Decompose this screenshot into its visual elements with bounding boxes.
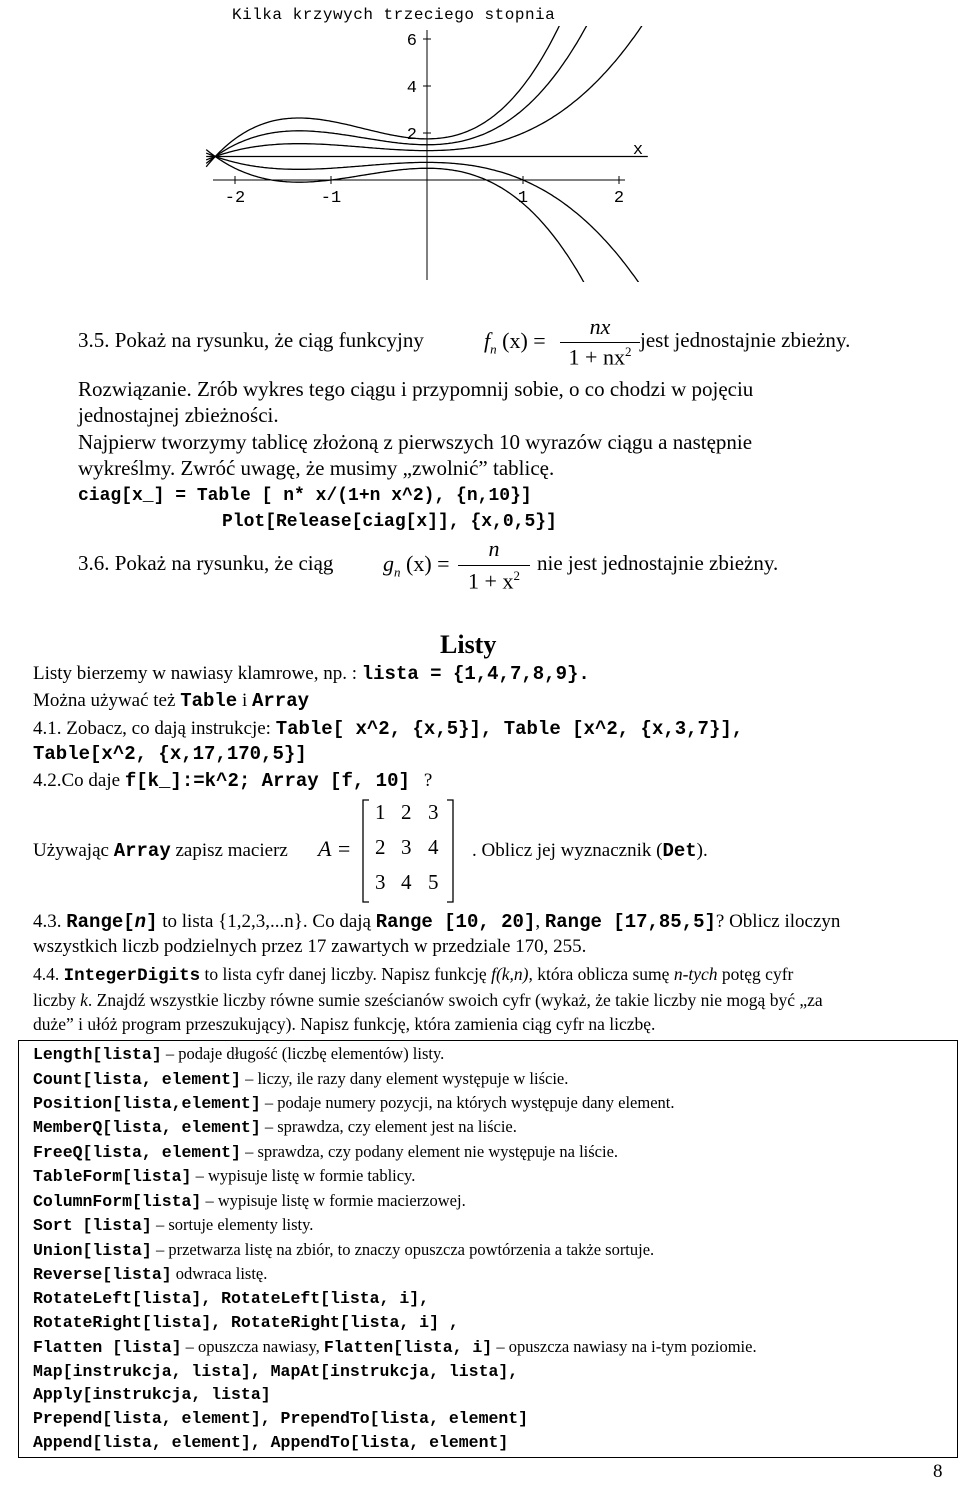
function-name: ColumnForm[lista] <box>33 1192 202 1211</box>
matrix-cell: 1 <box>375 800 386 824</box>
x-tick-label: 1 <box>517 189 529 208</box>
list-functions-box <box>18 1040 958 1458</box>
list-function-entry <box>33 1407 528 1430</box>
ex43-line-1: 4.3. Range[n] to lista {1,2,3,...n}. Co dają Range [10, 20], Range [17,85,5]? Oblicz iloczyn <box>33 911 841 933</box>
list-function-entry <box>33 1383 271 1406</box>
ex36-formula: $g_n$ (x) = <box>383 551 450 580</box>
matrix-A-label: A = <box>318 836 352 861</box>
listy-line-4: Table[x^2, {x,17,170,5}] <box>33 743 307 765</box>
list-function-entry <box>33 1431 508 1454</box>
matrix-cell: 2 <box>375 835 386 859</box>
matrix-cell: 4 <box>428 835 439 859</box>
function-description: – podaje numery pozycji, na których występuje dany element. <box>260 1093 675 1112</box>
list-function-entry <box>33 1092 675 1115</box>
function-name: Flatten [lista] <box>33 1338 182 1357</box>
listy-line-3: 4.1. Zobacz, co dają instrukcje: Table[ x^2, {x,5}], Table [x^2, {x,3,7}], <box>33 718 744 740</box>
ex36-fraction-bar <box>458 565 530 566</box>
code-line-2: Plot[Release[ciag[x]], {x,0,5}] <box>222 512 557 532</box>
y-tick-label: 6 <box>406 32 417 51</box>
ex36-denominator: $1 + x^2$ <box>468 568 520 594</box>
listy-line-1: Listy bierzemy w nawiasy klamrowe, np. : lista = {1,4,7,8,9}. <box>33 663 590 685</box>
function-name: RotateLeft[lista], RotateLeft[lista, i], <box>33 1289 430 1308</box>
plot-svg <box>205 0 665 282</box>
page-number: 8 <box>933 1461 943 1482</box>
ex35-arg: (x) = <box>502 328 546 353</box>
function-name: Reverse[lista] <box>33 1265 172 1284</box>
y-tick-label: 2 <box>406 126 417 145</box>
function-description: – wypisuje listę w formie macierzowej. <box>201 1191 466 1210</box>
ex35-f: f <box>484 328 491 353</box>
list-function-entry <box>33 1214 313 1237</box>
ex35-fraction-bar <box>560 342 640 343</box>
list-function-entry <box>33 1043 444 1066</box>
ex35-denominator: $1 + nx^2$ <box>568 344 632 370</box>
matrix-grid <box>361 798 455 904</box>
solution-line-2: jednostajnej zbieżności. <box>78 403 279 427</box>
function-description: – sprawdza, czy podany element nie występuje na liście. <box>240 1142 619 1161</box>
y-tick-label: 4 <box>406 79 417 98</box>
list-function-entry <box>33 1287 429 1310</box>
x-tick-label: 2 <box>613 189 625 208</box>
listy-line-2: Można używać też Table i Array <box>33 690 309 712</box>
matrix-line-text: Używając Array zapisz macierz <box>33 840 288 862</box>
list-function-entry <box>33 1068 568 1091</box>
function-description: odwraca listę. <box>171 1264 268 1283</box>
ex35-numerator: nx <box>589 314 611 339</box>
list-function-entry <box>33 1116 517 1139</box>
ex43-line-2: wszystkich liczb podzielnych przez 17 zawartych w przedziale 170, 255. <box>33 936 587 957</box>
matrix-cell: 4 <box>401 870 412 894</box>
x-tick-label: -1 <box>320 189 342 208</box>
function-name: Flatten[lista, i] <box>323 1338 493 1357</box>
matrix-cell: 2 <box>401 800 412 824</box>
function-description: – opuszcza nawiasy na i-tym poziomie. <box>492 1337 757 1356</box>
function-name: FreeQ[lista, element] <box>33 1143 241 1162</box>
function-name: Count[lista, element] <box>33 1070 241 1089</box>
function-description: – wypisuje listę w formie tablicy. <box>191 1166 416 1185</box>
ex35-formula <box>484 328 546 357</box>
ex36-numerator: n <box>488 536 500 561</box>
exercise-3-6: 3.6. Pokaż na rysunku, że ciąg <box>78 551 334 575</box>
solution-line-3: Najpierw tworzymy tablicę złożoną z pierwszych 10 wyrazów ciągu a następnie <box>78 430 753 454</box>
function-name: Position[lista,element] <box>33 1094 261 1113</box>
x-axis-label: x <box>632 141 644 160</box>
function-name: Union[lista] <box>33 1241 152 1260</box>
ex36-suffix: nie jest jednostajnie zbieżny. <box>537 551 779 575</box>
list-function-entry <box>33 1311 459 1334</box>
ex35-suffix: jest jednostajnie zbieżny. <box>640 328 851 352</box>
function-name: Sort [lista] <box>33 1216 152 1235</box>
function-name: TableForm[lista] <box>33 1167 192 1186</box>
list-function-entry <box>33 1360 518 1383</box>
section-heading-listy: Listy <box>440 630 497 659</box>
function-name: Append[lista, element], AppendTo[lista, element] <box>33 1433 509 1452</box>
solution-line-4: wykreślmy. Zwróć uwagę, że musimy „zwolnić” tablicę. <box>78 456 555 480</box>
solution-line-1: Rozwiązanie. Zrób wykres tego ciągu i przypomnij sobie, o co chodzi w pojęciu <box>78 377 754 401</box>
function-description: – opuszcza nawiasy, <box>181 1337 324 1356</box>
matrix-line-suffix: . Oblicz jej wyznacznik (Det). <box>472 840 708 862</box>
ex35-prefix: 3.5. Pokaż na rysunku, że ciąg funkcyjny <box>78 328 424 352</box>
ex44-line-3: duże” i ułóż program przeszukujący). Napisz funkcję, która zamienia ciąg cyfr na liczbę. <box>33 1014 656 1034</box>
function-name: Apply[instrukcja, lista] <box>33 1385 271 1404</box>
x-tick-label: -2 <box>224 189 246 208</box>
matrix-cell: 3 <box>375 870 386 894</box>
ex44-line-1: 4.4. IntegerDigits to lista cyfr danej liczby. Napisz funkcję f(k,n), która oblicza sumę n-tych potęg cyfr <box>33 964 794 986</box>
function-name: Length[lista] <box>33 1045 162 1064</box>
function-description: – liczy, ile razy dany element występuje w liście. <box>240 1069 569 1088</box>
list-function-entry <box>33 1336 757 1359</box>
ex35-n: n <box>490 341 497 357</box>
exercise-3-5 <box>78 328 424 353</box>
list-function-entry <box>33 1263 267 1286</box>
function-name: RotateRight[lista], RotateRight[lista, i] , <box>33 1313 459 1332</box>
list-function-entry <box>33 1239 654 1262</box>
plot-title: Kilka krzywych trzeciego stopnia <box>232 6 556 24</box>
list-function-entry <box>33 1190 466 1213</box>
function-name: MemberQ[lista, element] <box>33 1118 261 1137</box>
listy-line-5: 4.2.Co daje f[k_]:=k^2; Array [f, 10] ? <box>33 770 433 792</box>
list-function-entry <box>33 1165 415 1188</box>
code-line-1: ciag[x_] = Table [ n* x/(1+n x^2), {n,10}] <box>78 486 532 506</box>
function-description: – sprawdza, czy element jest na liście. <box>260 1117 517 1136</box>
matrix-cell: 5 <box>428 870 439 894</box>
matrix-cell: 3 <box>401 835 412 859</box>
function-description: – przetwarza listę na zbiór, to znaczy opuszcza powtórzenia a także sortuje. <box>151 1240 655 1259</box>
list-function-entry <box>33 1141 618 1164</box>
matrix <box>361 798 455 904</box>
function-description: – sortuje elementy listy. <box>151 1215 314 1234</box>
function-name: Prepend[lista, element], PrependTo[lista, element] <box>33 1409 529 1428</box>
matrix-cell: 3 <box>428 800 439 824</box>
ex44-line-2: liczby k. Znajdź wszystkie liczby równe sumie sześcianów swoich cyfr (wykaż, że takie liczby nie mogą być „za <box>33 990 823 1010</box>
function-description: – podaje długość (liczbę elementów) listy. <box>161 1044 445 1063</box>
function-name: Map[instrukcja, lista], MapAt[instrukcja, lista], <box>33 1362 519 1381</box>
